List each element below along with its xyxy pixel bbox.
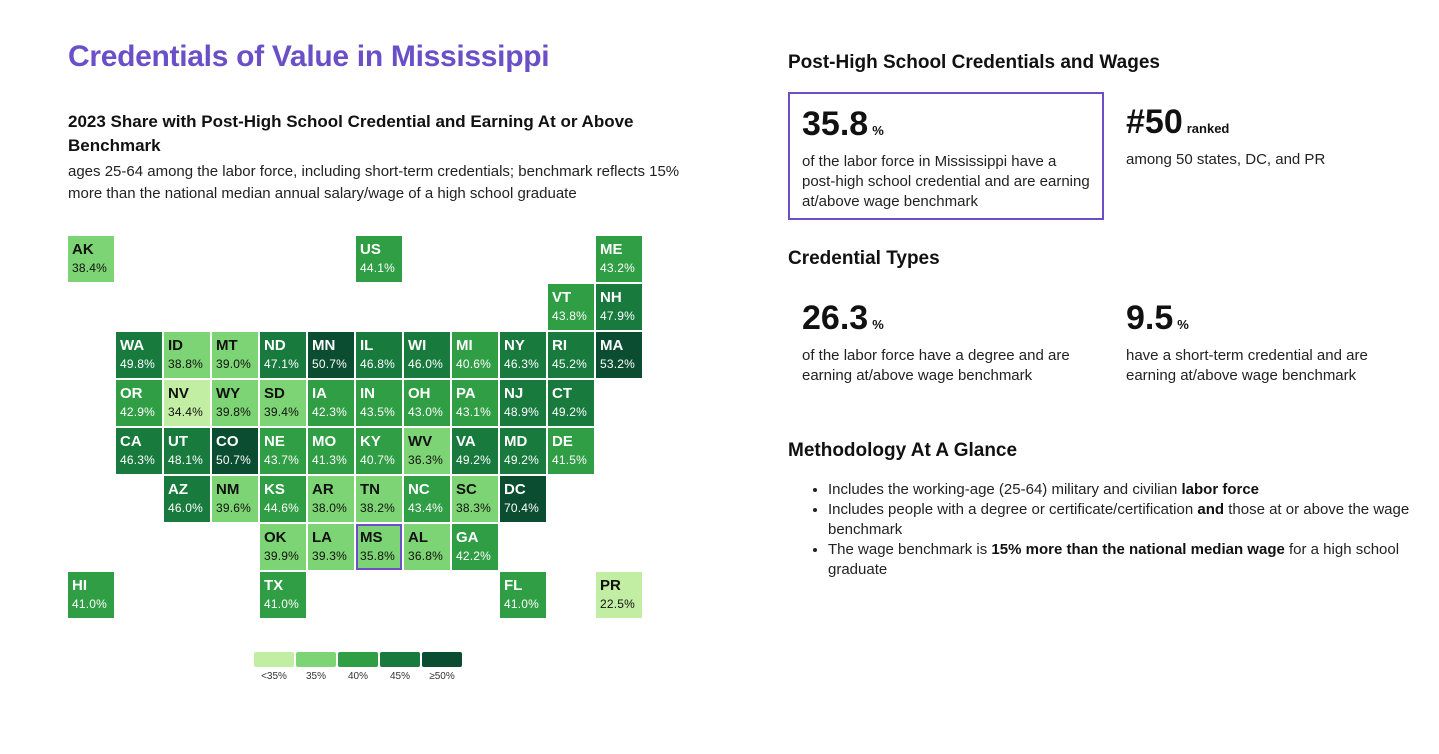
state-abbr: MD: [504, 433, 528, 450]
state-abbr: UT: [168, 433, 188, 450]
state-tile-wa[interactable]: [116, 332, 162, 378]
state-value: 42.9%: [120, 405, 156, 419]
wages-heading: Post-High School Credentials and Wages: [788, 52, 1160, 73]
state-value: 41.0%: [264, 597, 300, 611]
state-abbr: OH: [408, 385, 431, 402]
state-abbr: ME: [600, 241, 623, 258]
state-abbr: VA: [456, 433, 476, 450]
state-value: 34.4%: [168, 405, 204, 419]
state-abbr: US: [360, 241, 381, 258]
state-value: 39.4%: [264, 405, 300, 419]
state-tile-me[interactable]: [596, 236, 642, 282]
state-abbr: AK: [72, 241, 94, 258]
state-abbr: NC: [408, 481, 430, 498]
state-abbr: TX: [264, 577, 284, 594]
short-term-stat: [1126, 300, 1416, 386]
state-abbr: NM: [216, 481, 240, 498]
state-tile-ma[interactable]: [596, 332, 642, 378]
state-abbr: MN: [312, 337, 336, 354]
state-tile-ct[interactable]: [548, 380, 594, 426]
legend-item: [338, 652, 378, 682]
legend-swatch: [338, 652, 378, 667]
methodology-list: [788, 480, 1439, 580]
state-abbr: WI: [408, 337, 427, 354]
state-abbr: AZ: [168, 481, 188, 498]
state-abbr: WA: [120, 337, 145, 354]
state-value: 49.2%: [552, 405, 588, 419]
state-abbr: SD: [264, 385, 285, 402]
state-abbr: NE: [264, 433, 285, 450]
legend-swatch: [380, 652, 420, 667]
state-abbr: AL: [408, 529, 428, 546]
legend-label: 35%: [305, 671, 326, 682]
state-abbr: TN: [360, 481, 380, 498]
state-abbr: MI: [456, 337, 473, 354]
state-tile-pa[interactable]: [452, 380, 498, 426]
state-value: 43.7%: [264, 453, 300, 467]
short-term-description: have a short-term credential and are earning at/above wage benchmark: [1126, 347, 1368, 384]
state-abbr: MA: [600, 337, 624, 354]
tile-grid-map: [0, 0, 700, 640]
share-unit: %: [872, 123, 884, 138]
state-abbr: SC: [456, 481, 477, 498]
short-term-value: 9.5: [1126, 299, 1174, 337]
state-value: 53.2%: [600, 357, 636, 371]
state-tile-wv[interactable]: [404, 428, 450, 474]
share-description: of the labor force in Mississippi have a post-high school credential and are earning at/above wage benchmark: [802, 153, 1090, 210]
state-abbr: GA: [456, 529, 479, 546]
state-value: 46.0%: [168, 501, 204, 515]
state-value: 47.1%: [264, 357, 300, 371]
state-tile-nj[interactable]: [500, 380, 546, 426]
rank-stat: [1126, 104, 1416, 170]
state-tile-mt[interactable]: [212, 332, 258, 378]
state-tile-vt[interactable]: [548, 284, 594, 330]
state-abbr: CO: [216, 433, 239, 450]
state-tile-la[interactable]: [308, 524, 354, 570]
state-tile-mo[interactable]: [308, 428, 354, 474]
state-value: 47.9%: [600, 309, 636, 323]
state-value: 46.3%: [504, 357, 540, 371]
state-tile-mi[interactable]: [452, 332, 498, 378]
legend-label: <35%: [261, 671, 287, 682]
share-stat-card: [788, 92, 1104, 220]
state-abbr: NH: [600, 289, 622, 306]
state-tile-nv[interactable]: [164, 380, 210, 426]
state-value: 49.8%: [120, 357, 156, 371]
state-abbr: MT: [216, 337, 238, 354]
map-heading: 2023 Share with Post-High School Credential and Earning At or Above Benchmark: [68, 112, 634, 155]
state-tile-ut[interactable]: [164, 428, 210, 474]
state-abbr: MS: [360, 529, 383, 546]
legend-item: [422, 652, 462, 682]
legend-swatch: [422, 652, 462, 667]
state-abbr: ND: [264, 337, 286, 354]
state-value: 50.7%: [216, 453, 252, 467]
short-term-unit: %: [1177, 317, 1189, 332]
state-abbr: IL: [360, 337, 374, 354]
state-tile-wi[interactable]: [404, 332, 450, 378]
state-tile-pr[interactable]: [596, 572, 642, 618]
state-abbr: OK: [264, 529, 287, 546]
state-abbr: IN: [360, 385, 375, 402]
state-value: 41.5%: [552, 453, 588, 467]
state-value: 41.3%: [312, 453, 348, 467]
state-value: 41.0%: [504, 597, 540, 611]
legend-item: [254, 652, 294, 682]
state-value: 43.4%: [408, 501, 444, 515]
map-subheading: ages 25-64 among the labor force, including short-term credentials; benchmark reflects 15% more than the national median annual salary/wage of a high school graduate: [68, 163, 680, 202]
state-value: 50.7%: [312, 357, 348, 371]
state-tile-id[interactable]: [164, 332, 210, 378]
state-tile-tn[interactable]: [356, 476, 402, 522]
state-value: 36.8%: [408, 549, 444, 563]
state-tile-wy[interactable]: [212, 380, 258, 426]
state-value: 45.2%: [552, 357, 588, 371]
legend-label: 40%: [347, 671, 368, 682]
state-abbr: CT: [552, 385, 572, 402]
state-tile-or[interactable]: [116, 380, 162, 426]
state-value: 43.2%: [600, 261, 636, 275]
state-abbr: NJ: [504, 385, 524, 402]
rank-value: #50: [1126, 103, 1183, 141]
state-value: 22.5%: [600, 597, 636, 611]
state-value: 40.6%: [456, 357, 492, 371]
credential-types-heading: Credential Types: [788, 248, 940, 269]
state-tile-ak[interactable]: [68, 236, 114, 282]
state-tile-ri[interactable]: [548, 332, 594, 378]
state-value: 48.9%: [504, 405, 540, 419]
state-tile-de[interactable]: [548, 428, 594, 474]
state-value: 44.1%: [360, 261, 396, 275]
state-tile-ca[interactable]: [116, 428, 162, 474]
state-tile-az[interactable]: [164, 476, 210, 522]
state-value: 38.2%: [360, 501, 396, 515]
state-abbr: LA: [312, 529, 332, 546]
state-tile-mn[interactable]: [308, 332, 354, 378]
methodology-item: • Includes people with a degree or certificate/certification and those at or above the wage benchmark: [828, 500, 1439, 540]
state-abbr: DC: [504, 481, 526, 498]
state-value: 70.4%: [504, 501, 540, 515]
state-tile-ky[interactable]: [356, 428, 402, 474]
legend-label: 45%: [389, 671, 410, 682]
state-tile-nc[interactable]: [404, 476, 450, 522]
state-abbr: WV: [408, 433, 433, 450]
state-tile-in[interactable]: [356, 380, 402, 426]
state-value: 38.4%: [72, 261, 108, 275]
state-value: 49.2%: [456, 453, 492, 467]
state-abbr: KS: [264, 481, 285, 498]
state-value: 35.8%: [360, 549, 396, 563]
state-tile-ia[interactable]: [308, 380, 354, 426]
state-value: 40.7%: [360, 453, 396, 467]
state-value: 43.0%: [408, 405, 444, 419]
state-value: 44.6%: [264, 501, 300, 515]
degree-description: of the labor force have a degree and are earning at/above wage benchmark: [802, 347, 1070, 384]
state-tile-ms[interactable]: [356, 524, 402, 570]
state-tile-md[interactable]: [500, 428, 546, 474]
page-title: Credentials of Value in Mississippi: [68, 40, 550, 73]
state-tile-oh[interactable]: [404, 380, 450, 426]
state-value: 42.3%: [312, 405, 348, 419]
state-abbr: RI: [552, 337, 567, 354]
state-tile-ny[interactable]: [500, 332, 546, 378]
state-value: 46.0%: [408, 357, 444, 371]
state-abbr: ID: [168, 337, 183, 354]
legend-label: ≥50%: [429, 671, 455, 682]
state-abbr: MO: [312, 433, 337, 450]
state-tile-tx[interactable]: [260, 572, 306, 618]
state-abbr: KY: [360, 433, 381, 450]
state-tile-ar[interactable]: [308, 476, 354, 522]
state-tile-va[interactable]: [452, 428, 498, 474]
state-value: 39.6%: [216, 501, 252, 515]
state-tile-il[interactable]: [356, 332, 402, 378]
degree-stat: [802, 300, 1092, 386]
state-tile-ne[interactable]: [260, 428, 306, 474]
state-value: 46.8%: [360, 357, 396, 371]
state-value: 39.8%: [216, 405, 252, 419]
rank-unit: ranked: [1186, 121, 1230, 136]
state-abbr: HI: [72, 577, 87, 594]
state-abbr: OR: [120, 385, 143, 402]
state-value: 49.2%: [504, 453, 540, 467]
state-value: 38.3%: [456, 501, 492, 515]
degree-unit: %: [872, 317, 884, 332]
state-tile-nm[interactable]: [212, 476, 258, 522]
state-value: 42.2%: [456, 549, 492, 563]
state-tile-co[interactable]: [212, 428, 258, 474]
state-tile-nd[interactable]: [260, 332, 306, 378]
state-abbr: NV: [168, 385, 189, 402]
state-tile-sd[interactable]: [260, 380, 306, 426]
rank-description: among 50 states, DC, and PR: [1126, 151, 1326, 168]
state-abbr: PA: [456, 385, 476, 402]
state-tile-us[interactable]: [356, 236, 402, 282]
state-value: 39.3%: [312, 549, 348, 563]
state-abbr: NY: [504, 337, 525, 354]
degree-value: 26.3: [802, 299, 869, 337]
state-value: 43.1%: [456, 405, 492, 419]
state-abbr: VT: [552, 289, 572, 306]
state-tile-ga[interactable]: [452, 524, 498, 570]
state-abbr: IA: [312, 385, 327, 402]
state-tile-nh[interactable]: [596, 284, 642, 330]
legend-item: [380, 652, 420, 682]
legend-item: [296, 652, 336, 682]
state-abbr: FL: [504, 577, 523, 594]
state-value: 36.3%: [408, 453, 444, 467]
state-value: 43.8%: [552, 309, 588, 323]
methodology-item: • The wage benchmark is 15% more than the national median wage for a high school graduate: [828, 540, 1439, 580]
state-value: 39.9%: [264, 549, 300, 563]
methodology-heading: Methodology At A Glance: [788, 440, 1018, 461]
state-tile-sc[interactable]: [452, 476, 498, 522]
state-tile-al[interactable]: [404, 524, 450, 570]
state-abbr: AR: [312, 481, 334, 498]
state-abbr: CA: [120, 433, 142, 450]
state-tile-dc[interactable]: [500, 476, 546, 522]
state-abbr: PR: [600, 577, 621, 594]
state-tile-hi[interactable]: [68, 572, 114, 618]
state-tile-ok[interactable]: [260, 524, 306, 570]
state-value: 41.0%: [72, 597, 108, 611]
state-tile-fl[interactable]: [500, 572, 546, 618]
methodology-item: • Includes the working-age (25-64) military and civilian labor force: [828, 480, 1439, 500]
map-legend: [254, 652, 462, 682]
state-value: 43.5%: [360, 405, 396, 419]
state-value: 39.0%: [216, 357, 252, 371]
state-value: 48.1%: [168, 453, 204, 467]
state-abbr: WY: [216, 385, 241, 402]
state-tile-ks[interactable]: [260, 476, 306, 522]
share-value: 35.8: [802, 105, 869, 143]
state-value: 38.0%: [312, 501, 348, 515]
state-value: 38.8%: [168, 357, 204, 371]
state-abbr: DE: [552, 433, 573, 450]
legend-swatch: [296, 652, 336, 667]
legend-swatch: [254, 652, 294, 667]
state-value: 46.3%: [120, 453, 156, 467]
